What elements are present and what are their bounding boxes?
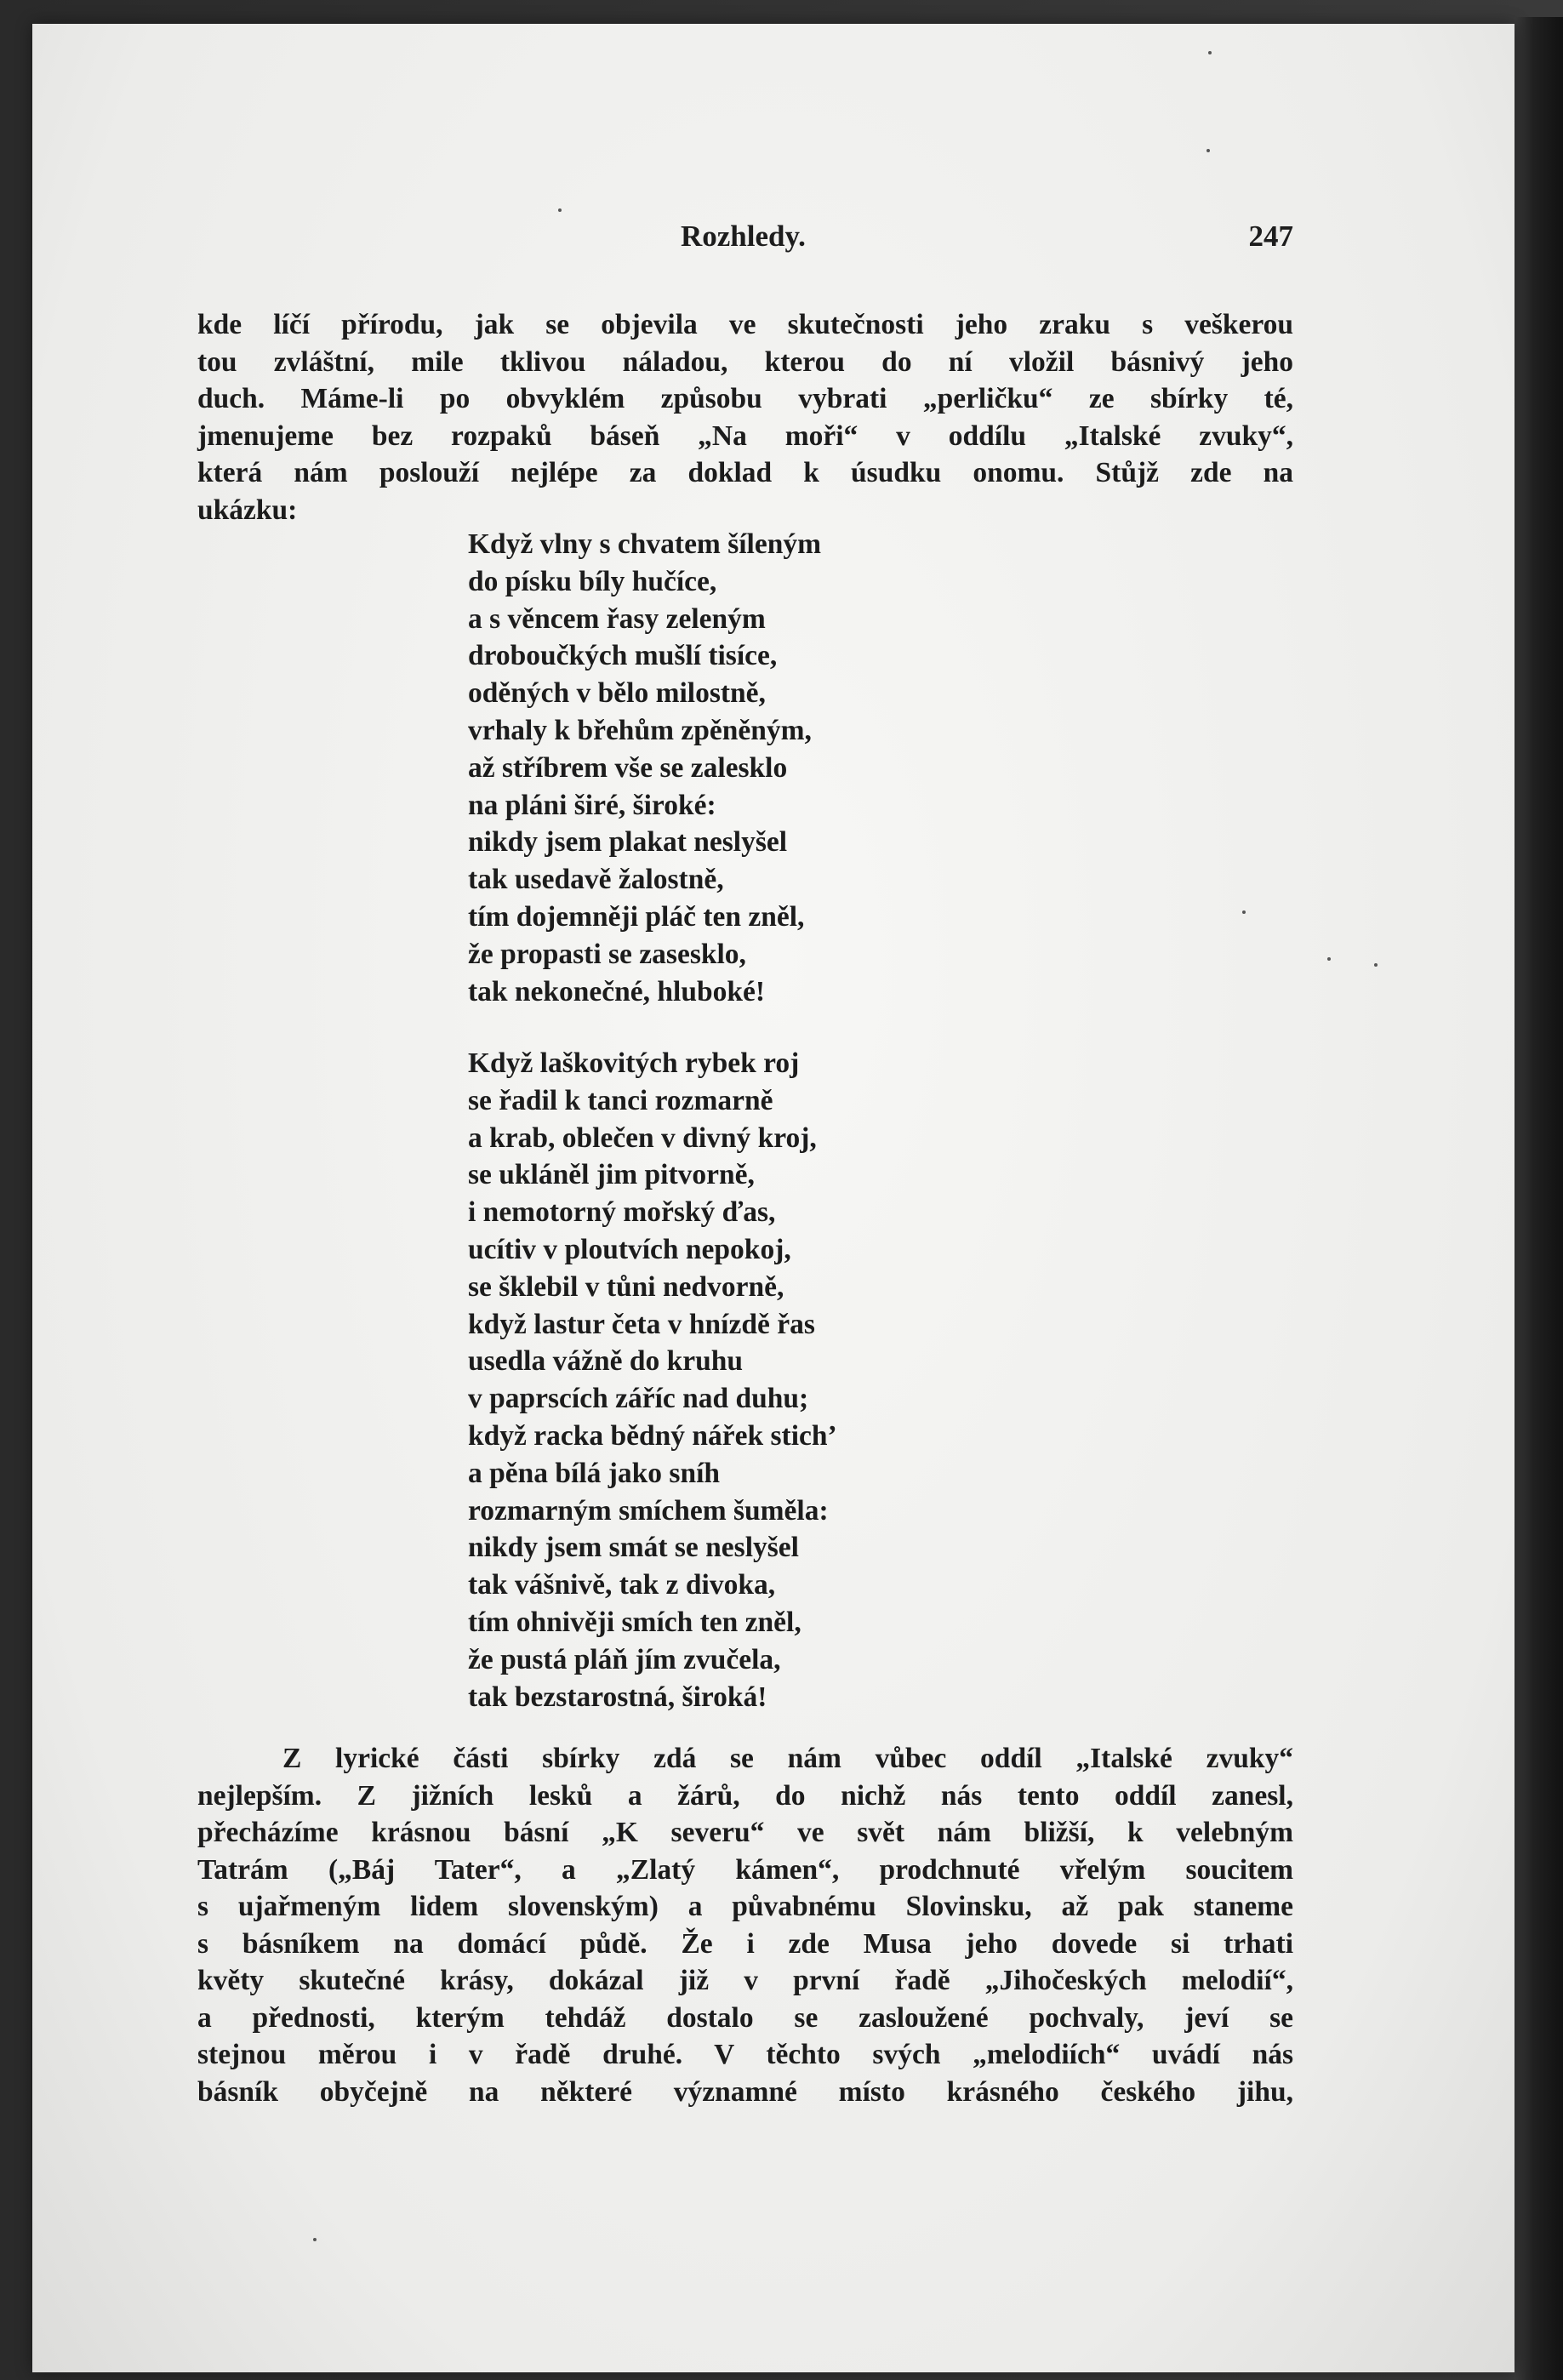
- verse-line: tak bezstarostná, široká!: [468, 1681, 767, 1713]
- verse-line: droboučkých mušlí tisíce,: [468, 640, 778, 672]
- verse-line: Když laškovitých rybek roj: [468, 1047, 800, 1079]
- text-line: jmenujeme bez rozpaků báseň „Na moři“ v oddílu „Italské zvuky“,: [197, 419, 1293, 452]
- verse-line: tak nekonečné, hluboké!: [468, 975, 766, 1007]
- book-edge: [1515, 17, 1563, 2380]
- scan-speck: [558, 208, 562, 212]
- verse-line: ucítiv v ploutvích nepokoj,: [468, 1233, 791, 1265]
- verse-line: se ukláněl jim pitvorně,: [468, 1159, 755, 1191]
- text-line: květy skutečné krásy, dokázal již v první řadě „Jihočeských melodií“,: [197, 1965, 1293, 1996]
- verse-line: a pěna bílá jako sníh: [468, 1457, 721, 1489]
- verse-line: se šklebil v tůni nedvorně,: [468, 1270, 784, 1303]
- verse-line: že propasti se zasesklo,: [468, 938, 746, 970]
- verse-line: když lastur četa v hnízdě řas: [468, 1308, 815, 1340]
- verse-line: oděných v bělo milostně,: [468, 677, 766, 710]
- scan-speck: [1374, 963, 1378, 967]
- text-line: básník obyčejně na některé významné místo krásného českého jihu,: [197, 2075, 1293, 2108]
- verse-line: vrhaly k břehům zpěněným,: [468, 714, 812, 746]
- poem-stanza-2: [468, 1045, 1064, 1715]
- verse-line: do písku bíly hučíce,: [468, 565, 717, 597]
- text-line: Tatrám („Báj Tater“, a „Zlatý kámen“, prodchnuté vřelým soucitem: [197, 1853, 1293, 1886]
- text-line: tou zvláštní, mile tklivou náladou, kterou do ní vložil básnivý jeho: [197, 345, 1293, 378]
- verse-line: tím ohnivěji smích ten zněl,: [468, 1606, 801, 1638]
- verse-line: nikdy jsem smát se neslyšel: [468, 1532, 799, 1564]
- verse-line: a s věncem řasy zeleným: [468, 602, 766, 635]
- text-line: stejnou měrou i v řadě druhé. V těchto svých „melodiích“ uvádí nás: [197, 2039, 1293, 2070]
- verse-line: tak usedavě žalostně,: [468, 864, 724, 896]
- text-line: nejlepším. Z jižních lesků a žárů, do nichž nás tento oddíl zanesl,: [197, 1779, 1293, 1812]
- verse-line: když racka bědný nářek stich’: [468, 1419, 837, 1452]
- verse-line: Když vlny s chvatem šíleným: [468, 528, 822, 560]
- running-head: Rozhledy.: [681, 220, 806, 253]
- text-line: přecházíme krásnou básní „K severu“ ve svět nám bližší, k velebným: [197, 1817, 1293, 1848]
- closing-paragraph: [197, 1740, 1293, 2110]
- verse-line: se řadil k tanci rozmarně: [468, 1084, 773, 1116]
- text-line: a přednosti, kterým tehdáž dostalo se zasloužené pochvaly, jeví se: [197, 2001, 1293, 2034]
- intro-paragraph: [197, 306, 1293, 528]
- verse-line: že pustá pláň jím zvučela,: [468, 1643, 781, 1675]
- verse-line: až stříbrem vše se zalesklo: [468, 751, 788, 784]
- text-line: s ujařmeným lidem slovenským) a půvabnému Slovinsku, až pak staneme: [197, 1891, 1293, 1922]
- text-line: kde líčí přírodu, jak se objevila ve skutečnosti jeho zraku s veškerou: [197, 309, 1293, 340]
- poem-stanza-1: [468, 526, 1064, 1010]
- scan-speck: [1327, 957, 1331, 961]
- text-line: s básníkem na domácí půdě. Že i zde Musa jeho dovede si trhati: [197, 1927, 1293, 1960]
- verse-line: usedla vážně do kruhu: [468, 1345, 743, 1378]
- verse-line: nikdy jsem plakat neslyšel: [468, 826, 788, 859]
- verse-line: a krab, oblečen v divný kroj,: [468, 1122, 817, 1154]
- text-line: ukázku:: [197, 494, 298, 526]
- verse-line: na pláni širé, široké:: [468, 789, 716, 821]
- scan-speck: [1242, 910, 1246, 914]
- scan-speck: [1206, 149, 1210, 152]
- verse-line: i nemotorný mořský ďas,: [468, 1196, 776, 1229]
- verse-line: tím dojemněji pláč ten zněl,: [468, 900, 805, 933]
- page-header: [197, 220, 1293, 257]
- scan-speck: [313, 2238, 317, 2241]
- verse-line: v paprscích záříc nad duhu;: [468, 1383, 809, 1415]
- page-number: 247: [1248, 220, 1293, 253]
- scan-speck: [1208, 51, 1212, 54]
- text-line: která nám poslouží nejlépe za doklad k úsudku onomu. Stůjž zde na: [197, 457, 1293, 488]
- verse-line: rozmarným smíchem šuměla:: [468, 1494, 829, 1527]
- text-line: duch. Máme-li po obvyklém způsobu vybrati „perličku“ ze sbírky té,: [197, 383, 1293, 414]
- text-line: Z lyrické části sbírky zdá se nám vůbec oddíl „Italské zvuky“: [282, 1743, 1293, 1774]
- verse-line: tak vášnivě, tak z divoka,: [468, 1569, 776, 1601]
